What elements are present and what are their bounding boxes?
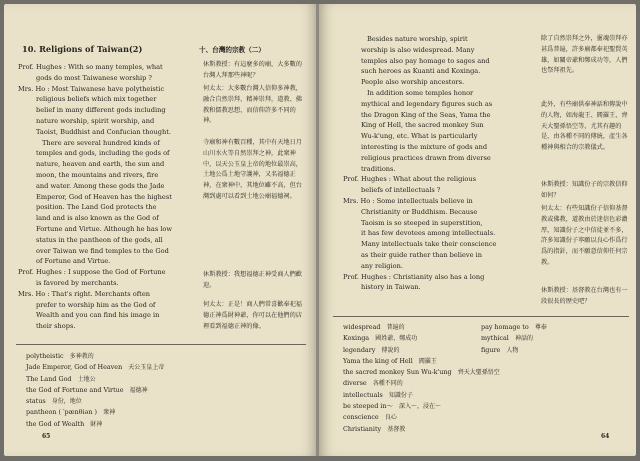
vocab-item — [26, 419, 164, 430]
english-text — [343, 34, 539, 293]
vocab-term: the God of Wealth — [26, 419, 85, 428]
text-line: Taoist, Buddhist and Confucian thought. — [36, 127, 171, 136]
vocab-item — [343, 390, 500, 401]
text-line: Mrs. Ho : That's right. Merchants often — [18, 289, 150, 298]
text-line: Many intellectuals take their conscience — [361, 240, 497, 249]
text-line: beliefs of intellectuals ? — [361, 186, 441, 195]
vocabulary-list — [343, 322, 500, 435]
vocab-meaning: 天公玉皇上帝 — [128, 364, 165, 372]
chinese-text: 休斯教授：有這麼多的廟，大多數的台灣人拜那些神呢？ — [203, 61, 302, 79]
text-line: nature, heaven and earth, the sun and — [36, 160, 165, 169]
vocab-term: conscience — [343, 413, 379, 422]
vocab-meaning: 各種不同的 — [372, 380, 403, 388]
vocabulary-list — [481, 322, 547, 356]
vocab-term: legendary — [343, 345, 376, 354]
text-line: mythical and legendary figures such as — [361, 99, 493, 108]
vocab-meaning: 國姓爺，鄭成功 — [375, 335, 418, 343]
text-line: religious practices drawn from diverse — [361, 153, 491, 162]
vocab-term: widespread — [343, 323, 381, 331]
vocab-item — [343, 412, 500, 423]
text-line: Besides nature worship, spirit — [367, 35, 468, 43]
vocab-item — [343, 424, 500, 435]
vocab-term: mythical — [481, 334, 509, 343]
text-line: temples and gods, including the gods of — [36, 149, 170, 158]
vocab-meaning: 身份，地位 — [51, 398, 82, 406]
text-line: Wu-k'ung, etc. What is particularly — [361, 132, 478, 141]
text-line: is favored by merchants. — [36, 278, 119, 287]
text-line: as their guide rather than believe in — [361, 250, 482, 259]
vocab-term: The Land God — [26, 374, 72, 383]
text-line: Prof. Hughes : Christianity also has a long — [343, 272, 485, 281]
vocab-meaning: 尊奉 — [534, 324, 547, 331]
text-line: history in Taiwan. — [361, 283, 421, 292]
vocab-meaning: 衆神 — [103, 409, 116, 417]
vocab-term: Christianity — [343, 424, 382, 433]
vocab-meaning: 土地公 — [77, 375, 96, 383]
text-line: of Fortune and Virtue. — [36, 257, 111, 266]
vocab-meaning: 知識份子 — [388, 391, 413, 399]
vocab-item — [481, 345, 547, 356]
text-line: Wealth and you can find his image in — [36, 311, 160, 320]
vocab-item — [481, 333, 547, 344]
text-line: belief in many different gods including — [36, 106, 166, 115]
text-line: land and is also known as the God of — [36, 214, 159, 223]
text-line: Mrs. Ho : Some intellectuals believe in — [343, 196, 473, 205]
text-line: King of Hell, the sacred monkey Sun — [361, 121, 484, 130]
text-line: such heroes as Kuanti and Koxinga. — [361, 67, 481, 76]
vocab-item — [343, 322, 500, 333]
text-line: Emperor, God of Heaven has the highest — [36, 192, 172, 201]
vocab-term: figure — [481, 345, 501, 354]
vocab-item — [26, 351, 164, 362]
vocab-term: the sacred monkey Sun Wu-k'ung — [343, 368, 452, 377]
vocab-term: status — [26, 397, 46, 406]
vocab-term: pay homage to — [481, 323, 529, 331]
text-line: There are several hundred kinds of — [42, 138, 160, 147]
text-line: traditions. — [361, 164, 396, 173]
text-line: In addition some temples honor — [367, 88, 474, 97]
vocab-item — [481, 322, 547, 333]
lesson-title-chinese: 十、台灣的宗教（二） — [199, 46, 265, 54]
english-text — [18, 62, 200, 332]
text-line: position. The Land God protects the — [36, 203, 157, 212]
text-line: over Taiwan we find temples to the God — [36, 246, 169, 255]
text-line: Taoism is so steeped in superstition, — [361, 218, 483, 227]
text-line: their shops. — [36, 322, 76, 331]
vocab-item — [26, 396, 164, 407]
text-line: Prof. Hughes : What about the religious — [343, 175, 477, 184]
vocab-term: Jade Emperor, God of Heaven — [26, 363, 123, 372]
text-line: Fortune and Virtue. Although he has low — [36, 224, 173, 233]
vocab-term: diverse — [343, 379, 367, 388]
divider — [16, 344, 306, 345]
vocab-term: pantheon ( ′pænθiən ) — [26, 408, 97, 417]
vocab-meaning: 良心 — [384, 414, 397, 422]
vocab-item — [343, 378, 500, 389]
chinese-text: 除了自然崇拜之外，靈魂崇拜亦甚爲普遍，許多廟都奉祀聖賢英雄，如關帝爺和鄭成功等，人們也祭拜祖先。 — [541, 35, 628, 75]
page-number: 65 — [42, 433, 51, 440]
vocab-meaning: 福德神 — [129, 386, 148, 394]
chinese-text: 休斯教授：基督教在台灣也有一段很長的歷史吧？ — [541, 287, 628, 305]
chinese-text: 何太太：正是！商人們常喜歡奉祀福德正神爲財神爺，你可以在他們的店裡看到福德正神的像。 — [203, 301, 302, 330]
vocab-meaning: 深入～，浸在～ — [398, 403, 441, 411]
vocab-meaning: 基督教 — [387, 425, 406, 433]
vocab-term: Yama the king of Hell — [343, 356, 413, 365]
text-line: the Dragon King of the Seas, Yama the — [361, 110, 491, 119]
text-line: and water. Among these gods the Jade — [36, 181, 165, 190]
vocab-term: intellectuals — [343, 390, 383, 399]
text-line: prefer to worship him as the God of — [36, 300, 156, 309]
divider — [333, 316, 629, 317]
vocab-item — [343, 401, 500, 412]
vocabulary-list — [26, 351, 164, 430]
vocab-meaning: 多神教的 — [69, 353, 94, 360]
text-line: moon, the mountains and rivers, fire — [36, 170, 159, 179]
vocab-term: Koxinga — [343, 334, 370, 343]
chinese-text: 何太太：大多數台灣人信仰多神教，融合自然崇拜、精神崇拜，道教、佛教和儒教思想，而信仰許多不同的神。 — [203, 85, 302, 125]
text-line: religious beliefs which mix together — [36, 95, 157, 104]
text-line: Prof. Hughes : With so many temples, what — [18, 63, 163, 71]
vocab-meaning: 傳說的 — [381, 346, 400, 354]
vocab-item — [343, 367, 500, 378]
text-line: any religion. — [361, 261, 403, 270]
text-line: worship is also widespread. Many — [361, 45, 475, 54]
chinese-text: 此外，有些廟供奉神話和傳說中的人物，如海龍王、閻羅王、齊天大聖孫悟空等，尤其有趣的是，由各種不同的傳統，產生各種神與相合的宗教儀式。 — [541, 101, 628, 152]
text-line: nature worship, spirit worship, and — [36, 116, 155, 125]
right-page — [319, 4, 636, 456]
page-number: 64 — [601, 433, 610, 440]
vocab-item — [26, 385, 164, 396]
vocab-meaning: 神話的 — [514, 335, 533, 343]
vocab-meaning: 普遍的 — [386, 324, 405, 331]
vocab-meaning: 人物 — [506, 346, 519, 354]
chinese-text: 休斯教授：知識份子的宗教信仰如何？ — [541, 181, 628, 199]
chinese-text: 休斯教授：我想福德正神受商人們歡迎。 — [203, 271, 302, 289]
lesson-title: 10. Religions of Taiwan(2) — [22, 44, 143, 54]
text-line: People also worship ancestors. — [361, 78, 465, 87]
text-line: interesting is the mixture of gods and — [361, 142, 488, 151]
vocab-term: be steeped in～ — [343, 402, 393, 411]
vocab-item — [343, 356, 500, 367]
vocab-item — [26, 407, 164, 418]
chinese-text: 何太太：有些知識份子信仰基督教或佛教，道教由於迷信色彩濃厚，知識份子之中信徒並不多，許多知識份子寧願以良心作爲行爲的指針，而不願意信仰任何宗教。 — [541, 205, 628, 266]
vocab-meaning: 閻羅王 — [418, 357, 437, 365]
text-line: Christianity or Buddhism. Because — [361, 207, 478, 216]
left-page — [4, 4, 317, 456]
chinese-text: 寺廟和神有數百種，其中有天地日月山川水火等自然崇拜之神，此衆神中，以天公玉皇上帝的地位最崇高，土地公爲土地守護神，又名福德正神，在衆神中，其地位雖不高，但台灣到處可以看到土地公廟福德祠。 — [203, 139, 302, 200]
vocab-term: the God of Fortune and Virtue — [26, 385, 124, 394]
vocab-meaning: 齊天大聖孫悟空 — [457, 369, 500, 377]
text-line: Prof. Hughes : I suppose the God of Fortune — [18, 268, 166, 277]
text-line: it has few devotees among intellectuals. — [361, 229, 496, 238]
vocab-item — [26, 374, 164, 385]
vocab-item — [26, 362, 164, 373]
vocab-item — [343, 333, 500, 344]
text-line: gods do most Taiwanese worship ? — [36, 73, 152, 82]
vocab-meaning: 財神 — [90, 420, 103, 428]
text-line: Mrs. Ho : Most Taiwanese have polytheistic — [18, 84, 165, 93]
vocab-term: polytheistic — [26, 352, 64, 360]
vocab-item — [343, 345, 500, 356]
text-line: status in the pantheon of the gods, all — [36, 235, 163, 244]
text-line: temples also pay homage to sages and — [361, 56, 490, 65]
